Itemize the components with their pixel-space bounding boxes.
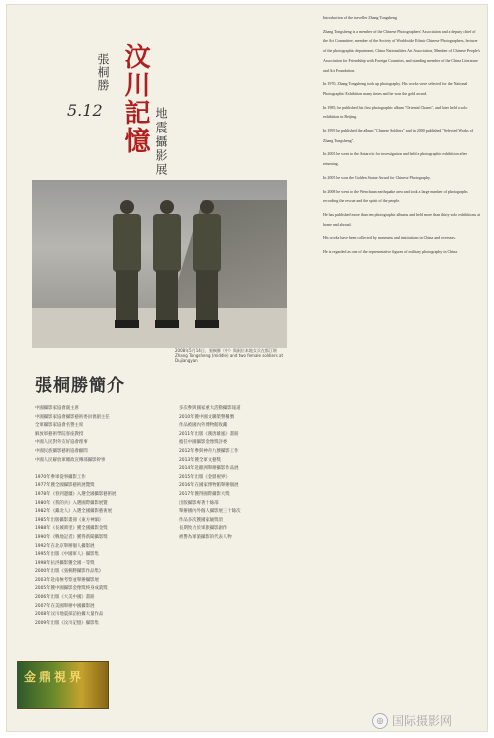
- bio-line: 1978年《春到邊疆》入選全國攝影藝術展: [35, 491, 117, 497]
- bio-line: 中國民族攝影藝術協會顧問: [35, 448, 88, 454]
- bio-line: [35, 465, 173, 474]
- bio-column-left: [35, 405, 173, 628]
- watermark: [372, 712, 452, 729]
- bio-line: 1970年參軍從事攝影工作: [35, 474, 86, 480]
- bio-line: 2010年獲中國文聯榮譽稱號: [179, 414, 235, 420]
- bio-line: 2006年出版《大美中國》畫冊: [35, 595, 95, 601]
- exhibition-date: 5.12: [67, 101, 103, 120]
- english-paragraph: In 2003 he went to the Antarctic for investigation and held a photographic exhibition after returning.: [323, 151, 467, 167]
- bio-line: 中國人民解放軍總政宣傳部攝影幹事: [35, 457, 106, 463]
- bio-line: 1982年《藏北人》入選全國攝影藝術展: [35, 509, 113, 515]
- bio-line: 中國攝影家協會攝影藝術委員會副主任: [35, 414, 110, 420]
- bio-line: 2009年出版《汶川記憶》攝影集: [35, 620, 99, 626]
- english-paragraph: In 1985, he published his first photographic album "Oriental Charm", and later held a solo exhibition in Beijing.: [323, 104, 468, 120]
- photo-caption: 2008年5月14日，張桐勝（中）與兩位本地女兵在都江堰 Zhang Tongsheng (middle) and two female soldiers at Dujiangyan: [175, 348, 284, 363]
- english-paragraph: In 2005 he won the Golden Statue Award for Chinese Photography.: [323, 174, 431, 180]
- bio-line: 2016年在國家博物館舉辦個展: [179, 483, 239, 489]
- english-introduction: [323, 13, 481, 261]
- watermark-text: 国际摄影网: [392, 714, 453, 728]
- soldier-figure: [110, 200, 144, 330]
- english-paragraph: Zhang Tongsheng is a member of the Chinese Photographers' Association and a deputy chief of the Art Committee, member of the Society of Worldwide Ethnic Chinese Photographers, lecturer of the photographic department, China Nationalities Art Association, Member of Chinese People's Association for Friendship with Foreign Countries, and standing member of the China Literature and Art Foundation.: [323, 28, 481, 73]
- english-paragraph: Introduction of the traveller Zhang Tongsheng: [323, 15, 397, 20]
- exhibition-title: 汶川記憶: [120, 43, 150, 155]
- bio-line: 作品多次獲國家級獎項: [179, 517, 223, 523]
- bio-line: 2015年出版《金鼎視界》: [179, 474, 230, 480]
- bio-line: 1995年出版《中國軍人》攝影集: [35, 552, 99, 558]
- english-paragraph: In 1995 he published the album "Chinese Soldiers" and in 2000 published "Selected Works of Zhang Tongsheng".: [323, 128, 474, 143]
- bio-line: 1988年《長城萬里》獲全國攝影金獎: [35, 526, 108, 532]
- bio-line: 1980年《我的兵》入選國際攝影展覽: [35, 500, 108, 506]
- bio-heading: 張桐勝簡介: [35, 376, 125, 396]
- bio-line: 2014年赴歐洲舉辦攝影作品展: [179, 466, 239, 472]
- bio-line: 1985年出版攝影畫冊《東方神韻》: [35, 517, 104, 523]
- english-paragraph: He has published more than ten photographic albums and held more than thirty solo exhibitions at home and abroad.: [323, 211, 480, 227]
- bio-line: 2003年赴南極考察並舉辦攝影展: [35, 577, 99, 583]
- bio-line: 2011年出版《漢唐雄風》畫冊: [179, 431, 239, 437]
- bio-line: 長期致力於軍旅攝影創作: [179, 526, 228, 532]
- bio-line: 擔任中國攝影金像獎評委: [179, 440, 228, 446]
- bio-line: 2012年參與神舟九號攝影工作: [179, 448, 239, 454]
- exhibition-title-block: [67, 43, 177, 203]
- soldier-figure: [150, 200, 184, 330]
- book-title: 金鼎視界: [24, 670, 85, 684]
- bio-line: 解放軍藝術學院客座教授: [35, 431, 84, 437]
- english-paragraph: His works have been collected by museums and institutions in China and overseas.: [323, 235, 456, 241]
- bio-line: 2017年獲得國際攝影大獎: [179, 491, 230, 497]
- wechat-icon: ◎: [372, 713, 388, 729]
- bio-line: 被譽為軍旅攝影的代表人物: [179, 534, 232, 540]
- exhibition-photo: [32, 180, 287, 348]
- bio-line: 2007年在美國舉辦中國攝影展: [35, 603, 95, 609]
- bio-line: 多次參與國家重大活動攝影報道: [179, 406, 241, 411]
- bio-line: 中國人民對外友好協會理事: [35, 440, 88, 446]
- bio-column-right: [179, 405, 297, 543]
- bio-line: 全軍攝影家協會名譽主席: [35, 423, 84, 429]
- photographer-name: 張桐勝: [96, 53, 110, 92]
- bio-line: 1990年《戰地記者》獲得新聞攝影獎: [35, 534, 108, 540]
- english-paragraph: He is regarded as one of the representative figures of military photography in China.: [323, 249, 459, 255]
- english-paragraph: In 1970, Zhang Tongsheng took up photography. His works were selected for the National Photographic Exhibition many times and he won the gold award.: [323, 81, 468, 96]
- bio-line: 1998年抗洪攝影獲全國一等獎: [35, 560, 95, 566]
- bio-line: 2005年獲中國攝影金像獎終身成就獎: [35, 586, 108, 592]
- bio-line: 1977年獲全國攝影藝術展覽獎: [35, 483, 95, 489]
- bio-line: 2000年出版《張桐勝攝影作品集》: [35, 569, 104, 575]
- bio-line: 作品被國內外博物館收藏: [179, 423, 228, 429]
- english-paragraph: In 2008 he went to the Wenchuan earthquake area and took a large number of photographs recording the rescue and the spirit of the people.: [323, 188, 468, 204]
- bio-line: 舉辦國內外個人攝影展三十餘次: [179, 509, 241, 515]
- bio-line: 1992年在北京舉辦個人攝影展: [35, 543, 95, 549]
- poster: [6, 4, 488, 732]
- soldier-figure: [190, 200, 224, 330]
- bio-line: 出版攝影專著十餘部: [179, 500, 219, 506]
- exhibition-subtitle: 地震攝影展: [154, 107, 168, 177]
- bio-line: 2008年汶川地震採訪拍攝大量作品: [35, 612, 104, 618]
- bio-line: 2013年獲全軍文藝獎: [179, 457, 221, 463]
- bio-line: 中國攝影家協會副主席: [35, 406, 79, 411]
- book-cover: [17, 661, 109, 709]
